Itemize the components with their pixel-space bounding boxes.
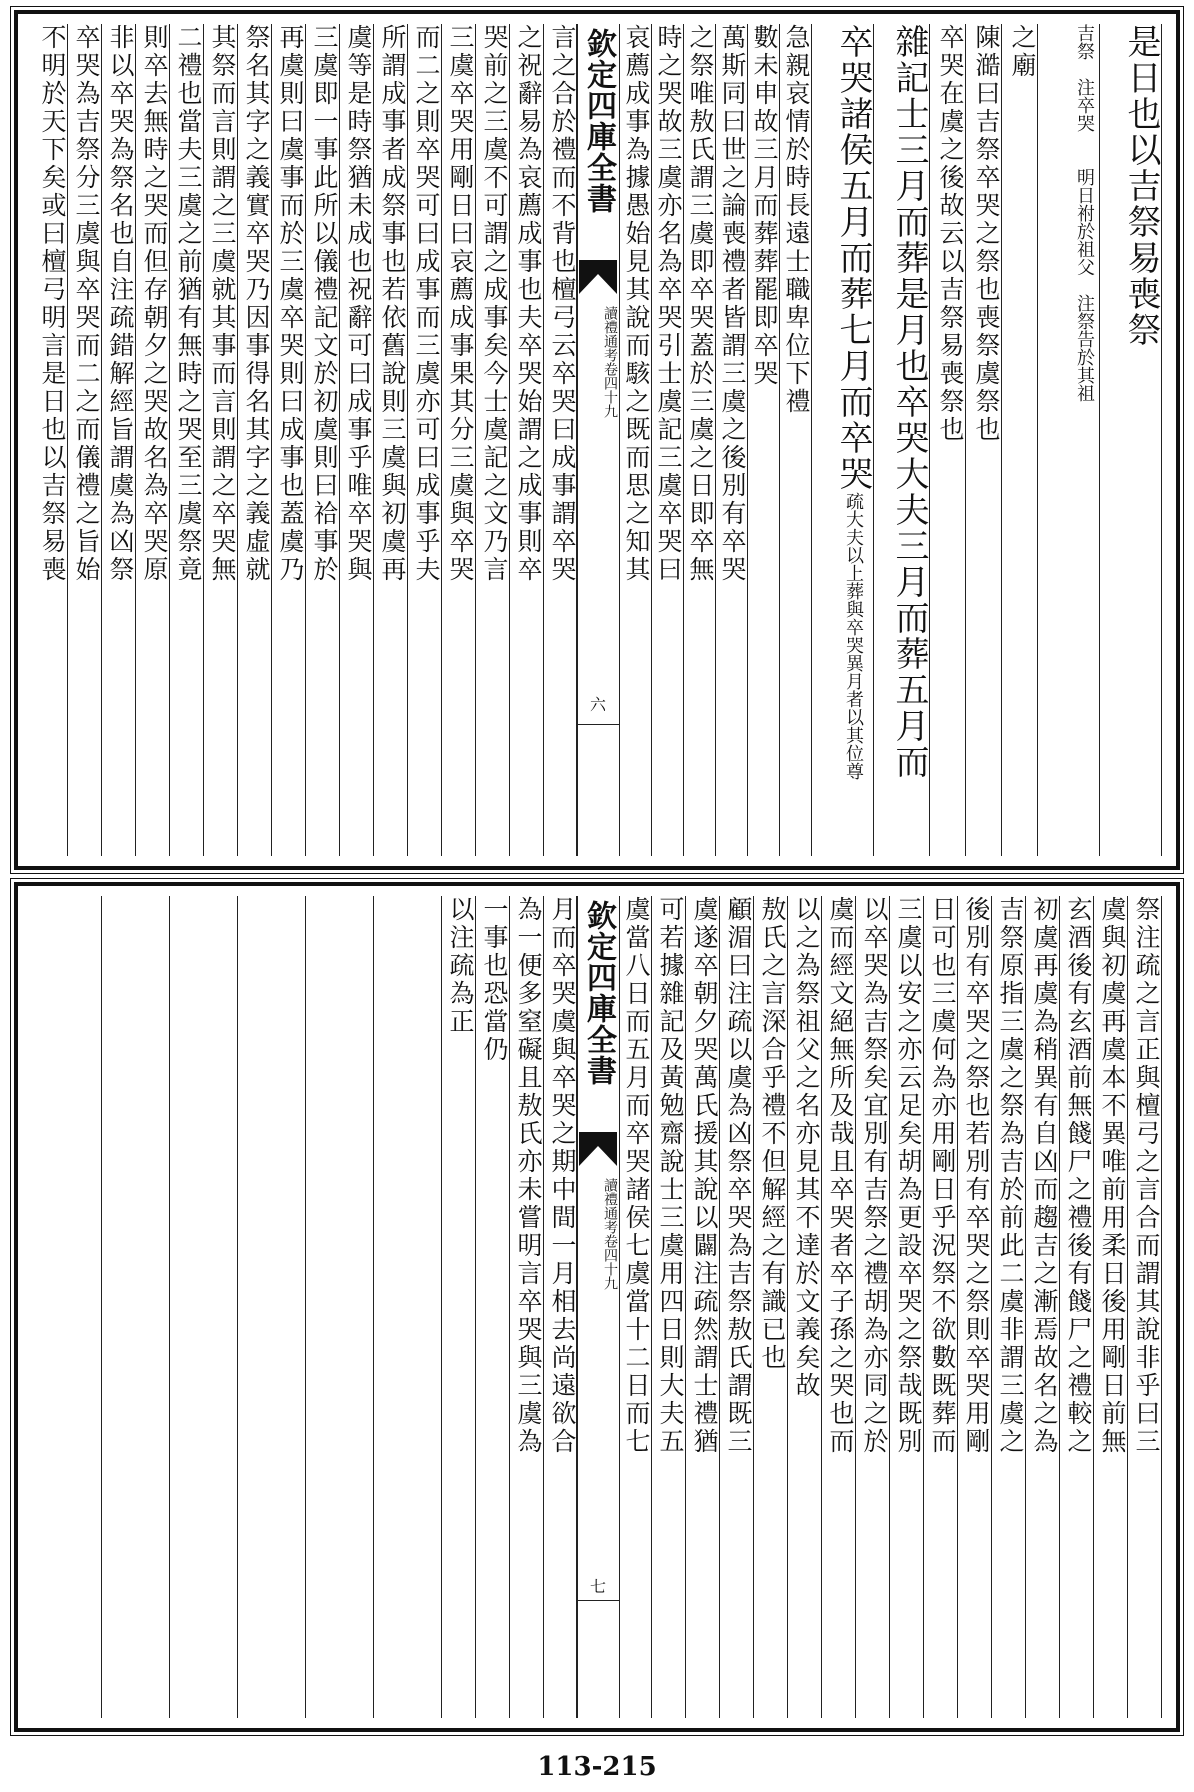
- text-column: 日可也三虞何為亦用剛日乎況祭不欲數既葬而: [923, 896, 958, 1718]
- text-column: [237, 896, 306, 1718]
- text-column: 言之合於禮而不背也檀弓云卒哭曰成事謂卒哭: [543, 24, 578, 856]
- book-gutter: [576, 896, 620, 1718]
- text-column: 再虞則曰虞事而於三虞卒哭則曰成事也蓋虞乃: [271, 24, 306, 856]
- text-column: 後別有卒哭之祭也若別有卒哭之祭則卒哭用剛: [957, 896, 992, 1718]
- annotation: 疏大夫以上葬與卒哭異月者以其位尊: [843, 492, 864, 780]
- text-column: 不明於天下矣或曰檀弓明言是日也以吉祭易喪: [33, 24, 68, 856]
- text-column: 卒哭在虞之後故云以吉祭易喪祭也: [929, 24, 966, 856]
- text-column: 三虞即一事此所以儀禮記文於初虞則曰祫事於: [305, 24, 340, 856]
- text-column: 則卒去無時之哭而但存朝夕之哭故名為卒哭原: [135, 24, 170, 856]
- annotation: 吉祭 注卒哭 明日祔於祖父 注祭告於其祖: [1074, 24, 1095, 402]
- text-column: 是日也以吉祭易喪祭: [1099, 24, 1162, 856]
- bottom-page: [14, 882, 1180, 1732]
- main-text: 卒哭諸侯五月而葬七月而卒哭: [833, 24, 873, 492]
- text-column: 急親哀情於時長遠士職卑位下禮: [779, 24, 812, 856]
- text-column: 虞等是時祭猶未成也祝辭可曰成事乎唯卒哭與: [339, 24, 374, 856]
- text-column: 為一便多窒礙且敖氏亦未嘗明言卒哭與三虞為: [509, 896, 544, 1718]
- gutter-rule: [577, 724, 619, 725]
- fish-tail-mark-icon: [579, 1132, 617, 1166]
- text-column: 吉祭原指三虞之祭為吉於前此二虞非謂三虞之: [991, 896, 1026, 1718]
- text-column: 可若據雜記及黃勉齋說士三虞用四日則大夫五: [651, 896, 686, 1718]
- text-column: 卒哭為吉祭分三虞與卒哭而二之而儀禮之旨始: [67, 24, 102, 856]
- top-page: [14, 10, 1180, 870]
- text-column: 萬斯同曰世之論喪禮者皆謂三虞之後別有卒哭: [715, 24, 748, 856]
- text-column: 虞當八日而五月而卒哭諸侯七虞當十二日而七: [619, 896, 652, 1718]
- text-column: 時之哭故三虞亦名為卒哭引士虞記三虞卒哭曰: [651, 24, 684, 856]
- book-title: 欽定四庫全書: [581, 900, 616, 1086]
- text-column: 顧湄曰注疏以虞為凶祭卒哭為吉祭敖氏謂既三: [719, 896, 754, 1718]
- volume-label: 卷四十九: [602, 1234, 618, 1290]
- text-column: 祭注疏之言正與檀弓之言合而謂其說非乎曰三: [1127, 896, 1162, 1718]
- folio-number: 七: [589, 1577, 606, 1596]
- text-column: 以之為祭祖父之名亦見其不達於文義矣故: [787, 896, 822, 1718]
- text-column: 虞遂卒朝夕哭萬氏援其說以闢注疏然謂士禮猶: [685, 896, 720, 1718]
- text-column: 初虞再虞為稍異有自凶而趨吉之漸焉故名之為: [1025, 896, 1060, 1718]
- text-column: 一事也恐當仍: [475, 896, 510, 1718]
- text-column: 二禮也當夫三虞之前猶有無時之哭至三虞祭竟: [169, 24, 204, 856]
- text-column: 其祭而言則謂之三虞就其事而言則謂之卒哭無: [203, 24, 238, 856]
- text-column: 雜記士三月而葬是月也卒哭大夫三月而葬五月而: [873, 24, 930, 856]
- folio-number: 六: [589, 695, 606, 714]
- volume-info: [577, 1178, 619, 1290]
- text-column: 玄酒後有玄酒前無餞尸之禮後有餞尸之禮較之: [1059, 896, 1094, 1718]
- fish-tail-mark-icon: [579, 260, 617, 294]
- text-column: 祭名其字之義實卒哭乃因事得名其字之義虛就: [237, 24, 272, 856]
- book-title: 欽定四庫全書: [581, 28, 616, 214]
- series-title: 讀禮通考: [602, 1178, 618, 1234]
- text-column: [101, 896, 170, 1718]
- volume-info: [577, 306, 619, 418]
- text-column: 以注疏為正: [441, 896, 476, 1718]
- book-gutter: [576, 24, 620, 856]
- text-column: 三虞卒哭用剛日曰哀薦成事果其分三虞與卒哭: [441, 24, 476, 856]
- text-column: [1037, 24, 1100, 856]
- text-column: 哀薦成事為據愚始見其說而駭之既而思之知其: [619, 24, 652, 856]
- text-column: 之廟: [1001, 24, 1038, 856]
- text-column: [373, 896, 442, 1718]
- text-column: 而二之則卒哭可曰成事而三虞亦可曰成事乎夫: [407, 24, 442, 856]
- text-column: 三虞以安之亦云足矣胡為更設卒哭之祭哉既別: [889, 896, 924, 1718]
- text-column: 敖氏之言深合乎禮不但解經之有識已也: [753, 896, 788, 1718]
- text-column: 數未申故三月而葬葬罷即卒哭: [747, 24, 780, 856]
- text-column: 陳澔曰吉祭卒哭之祭也喪祭虞祭也: [965, 24, 1002, 856]
- text-column: [811, 24, 874, 856]
- text-column: 虞與初虞再虞本不異唯前用柔日後用剛日前無: [1093, 896, 1128, 1718]
- text-column: 虞而經文絕無所及哉且卒哭者卒子孫之哭也而: [821, 896, 856, 1718]
- text-column: [305, 896, 374, 1718]
- bottom-page-body: [32, 896, 1162, 1718]
- text-column: [33, 896, 102, 1718]
- top-page-body: [32, 24, 1162, 856]
- text-column: 所謂成事者成祭事也若依舊說則三虞與初虞再: [373, 24, 408, 856]
- text-column: 以卒哭為吉祭矣宜別有吉祭之禮胡為亦同之於: [855, 896, 890, 1718]
- text-column: [169, 896, 238, 1718]
- gutter-rule: [577, 1600, 619, 1601]
- text-column: 哭前之三虞不可謂之成事矣今士虞記之文乃言: [475, 24, 510, 856]
- text-column: 月而卒哭虞與卒哭之期中間一月相去尚遠欲合: [543, 896, 578, 1718]
- text-column: 之祭唯敖氏謂三虞即卒哭蓋於三虞之日即卒無: [683, 24, 716, 856]
- page-number: 113-215: [537, 1752, 657, 1782]
- series-title: 讀禮通考: [602, 306, 618, 362]
- volume-label: 卷四十九: [602, 362, 618, 418]
- text-column: 非以卒哭為祭名也自注疏錯解經旨謂虞為凶祭: [101, 24, 136, 856]
- text-column: 之祝辭易為哀薦成事也夫卒哭始謂之成事則卒: [509, 24, 544, 856]
